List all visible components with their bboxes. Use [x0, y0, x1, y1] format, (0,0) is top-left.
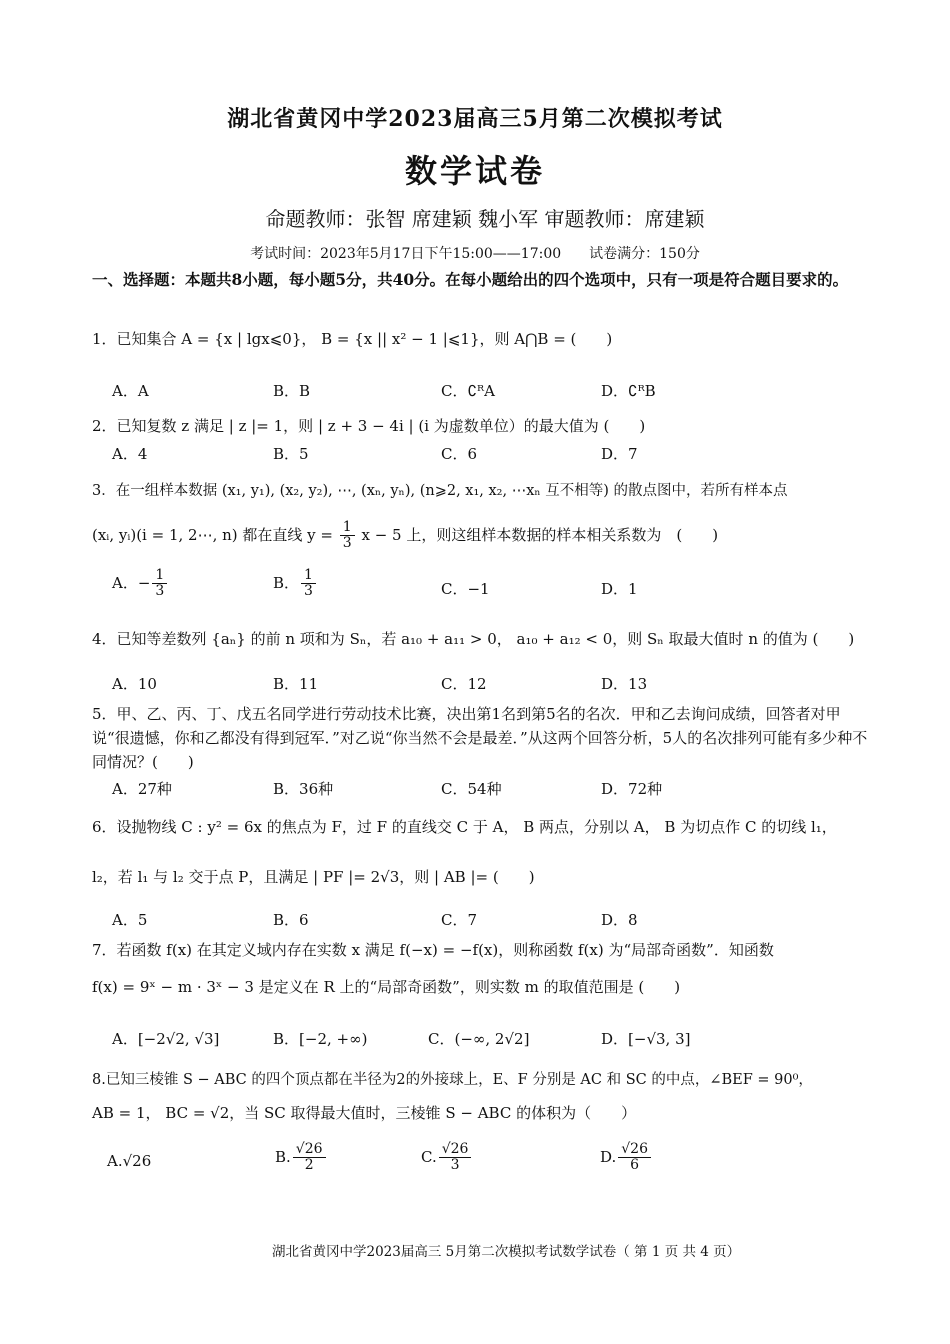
question-7-stem-line2: f(x) = 9ˣ − m · 3ˣ − 3 是定义在 R 上的“局部奇函数”，则实数 m 的取值范围是 ( )	[92, 978, 681, 996]
question-7-option-c: C．(−∞, 2√2]	[428, 1030, 530, 1048]
question-3-fraction	[340, 520, 355, 552]
question-8-stem-line1: 8.已知三棱锥 S − ABC 的四个顶点都在半径为2的外接球上，E、F 分别是 AC 和 SC 的中点，∠BEF = 90⁰，	[92, 1072, 813, 1088]
question-3-stem-line2	[92, 520, 718, 552]
subject-title: 数学试卷	[404, 152, 545, 190]
section-heading: 一、选择题：本题共8小题，每小题5分，共40分。在每小题给出的四个选项中，只有一项是符合题目要求的。	[92, 270, 849, 289]
question-2-option-c: C．6	[441, 445, 478, 463]
question-8-option-d-num: √26	[618, 1142, 651, 1158]
question-2-option-d: D．7	[601, 445, 638, 463]
question-2-stem: 2．已知复数 z 满足 | z |= 1，则 | z + 3 − 4i | (i 为虚数单位）的最大值为 ( )	[92, 417, 646, 435]
question-3-option-a-fraction	[152, 568, 167, 600]
question-4-option-c: C．12	[441, 675, 487, 693]
question-8-option-a: A.√26	[107, 1152, 152, 1170]
question-1-option-d: D．∁ᴿB	[601, 382, 656, 400]
question-3-option-b	[273, 568, 318, 600]
question-8-option-c-fraction	[439, 1142, 472, 1174]
question-6-option-b: B．6	[273, 911, 309, 929]
question-4-option-d: D．13	[601, 675, 648, 693]
question-3-option-a-num: 1	[152, 568, 167, 584]
question-3-stem-pre: (xᵢ, yᵢ)(i = 1, 2⋯, n) 都在直线 y =	[92, 525, 333, 544]
question-8-option-b-den: 2	[304, 1157, 314, 1174]
question-7-option-a: A．[−2√2, √3]	[112, 1030, 220, 1048]
question-3-option-b-fraction	[301, 568, 316, 600]
question-8-stem-line2: AB = 1， BC = √2，当 SC 取得最大值时，三棱锥 S − ABC 的体积为（ ）	[92, 1104, 637, 1122]
question-3-option-b-den: 3	[304, 583, 313, 600]
question-5-option-b: B．36种	[273, 780, 334, 798]
question-7-option-d: D．[−√3, 3]	[601, 1030, 691, 1048]
question-3-option-a	[112, 568, 169, 600]
question-8-option-c-label: C.	[421, 1147, 437, 1166]
question-3-fraction-den: 3	[342, 535, 352, 552]
question-3-option-b-label: B．	[273, 573, 300, 592]
question-3-stem-post: x − 5 上，则这组样本数据的样本相关系数为 ( )	[361, 525, 719, 544]
question-8-option-c-num: √26	[439, 1142, 472, 1158]
exam-info: 考试时间：2023年5月17日下午15:00——17:00 试卷满分：150分	[250, 246, 700, 262]
question-1-option-b: B．B	[273, 382, 311, 400]
question-6-stem-line2: l₂，若 l₁ 与 l₂ 交于点 P，且满足 | PF |= 2√3，则 | AB |= ( )	[92, 868, 535, 886]
question-6-option-d: D．8	[601, 911, 638, 929]
question-3-fraction-num: 1	[340, 520, 355, 536]
question-5-option-c: C．54种	[441, 780, 502, 798]
question-2-option-a: A．4	[112, 445, 148, 463]
question-8-option-d-fraction	[618, 1142, 651, 1174]
question-8-option-c-den: 3	[450, 1157, 460, 1174]
question-3-stem-line1: 3．在一组样本数据 (x₁, y₁), (x₂, y₂), ⋯, (xₙ, yₙ), (n⩾2, x₁, x₂, ⋯xₙ 互不相等) 的散点图中，若所有样本点	[92, 483, 788, 499]
question-4-stem: 4．已知等差数列 {aₙ} 的前 n 项和为 Sₙ，若 a₁₀ + a₁₁ > 0， a₁₀ + a₁₂ < 0，则 Sₙ 取最大值时 n 的值为 ( )	[92, 630, 855, 648]
question-1-option-c: C．∁ᴿA	[441, 382, 495, 400]
question-1-option-a: A．A	[112, 382, 149, 400]
question-2-option-b: B．5	[273, 445, 309, 463]
question-5-option-a: A．27种	[112, 780, 172, 798]
question-6-option-c: C．7	[441, 911, 478, 929]
question-1-stem: 1．已知集合 A = {x | lgx⩽0}， B = {x || x² − 1 |⩽1}，则 A⋂B = ( )	[92, 330, 613, 348]
question-8-option-b-num: √26	[293, 1142, 326, 1158]
question-4-option-b: B．11	[273, 675, 319, 693]
question-7-stem-line1: 7．若函数 f(x) 在其定义域内存在实数 x 满足 f(−x) = −f(x)，则称函数 f(x) 为“局部奇函数”．知函数	[92, 941, 774, 959]
question-8-option-d-den: 6	[630, 1157, 640, 1174]
question-6-stem-line1: 6．设抛物线 C : y² = 6x 的焦点为 F，过 F 的直线交 C 于 A， B 两点，分别以 A， B 为切点作 C 的切线 l₁，	[92, 818, 837, 836]
question-8-option-d	[600, 1142, 653, 1174]
question-3-option-c: C．−1	[441, 580, 490, 598]
authors-line: 命题教师：张智 席建颖 魏小军 审题教师：席建颖	[265, 207, 705, 231]
question-8-option-b-label: B.	[275, 1147, 291, 1166]
question-4-option-a: A．10	[112, 675, 157, 693]
question-8-option-b-fraction	[293, 1142, 326, 1174]
school-title: 湖北省黄冈中学2023届高三5月第二次模拟考试	[227, 106, 723, 132]
question-7-option-b: B．[−2, +∞)	[273, 1030, 368, 1048]
page-footer: 湖北省黄冈中学2023届高三 5月第二次模拟考试数学试卷（ 第 1 页 共 4 页）	[272, 1244, 741, 1260]
question-8-option-b	[275, 1142, 328, 1174]
question-6-option-a: A．5	[112, 911, 148, 929]
question-5-stem: 5．甲、乙、丙、丁、戊五名同学进行劳动技术比赛，决出第1名到第5名的名次．甲和乙去询问成绩，回答者对甲说“很遗憾，你和乙都没有得到冠军．”对乙说“你当然不会是最差．”从这两个回答分析，5人的名次排列可能有多少种不同情况？( )	[92, 705, 868, 771]
question-3-option-a-den: 3	[155, 583, 165, 600]
question-3-option-d: D．1	[601, 580, 638, 598]
question-3-option-b-num: 1	[301, 568, 316, 584]
question-3-option-a-label: A．−	[112, 573, 151, 592]
question-8-option-c	[421, 1142, 473, 1174]
question-8-option-d-label: D.	[600, 1147, 617, 1166]
question-5-option-d: D．72种	[601, 780, 663, 798]
